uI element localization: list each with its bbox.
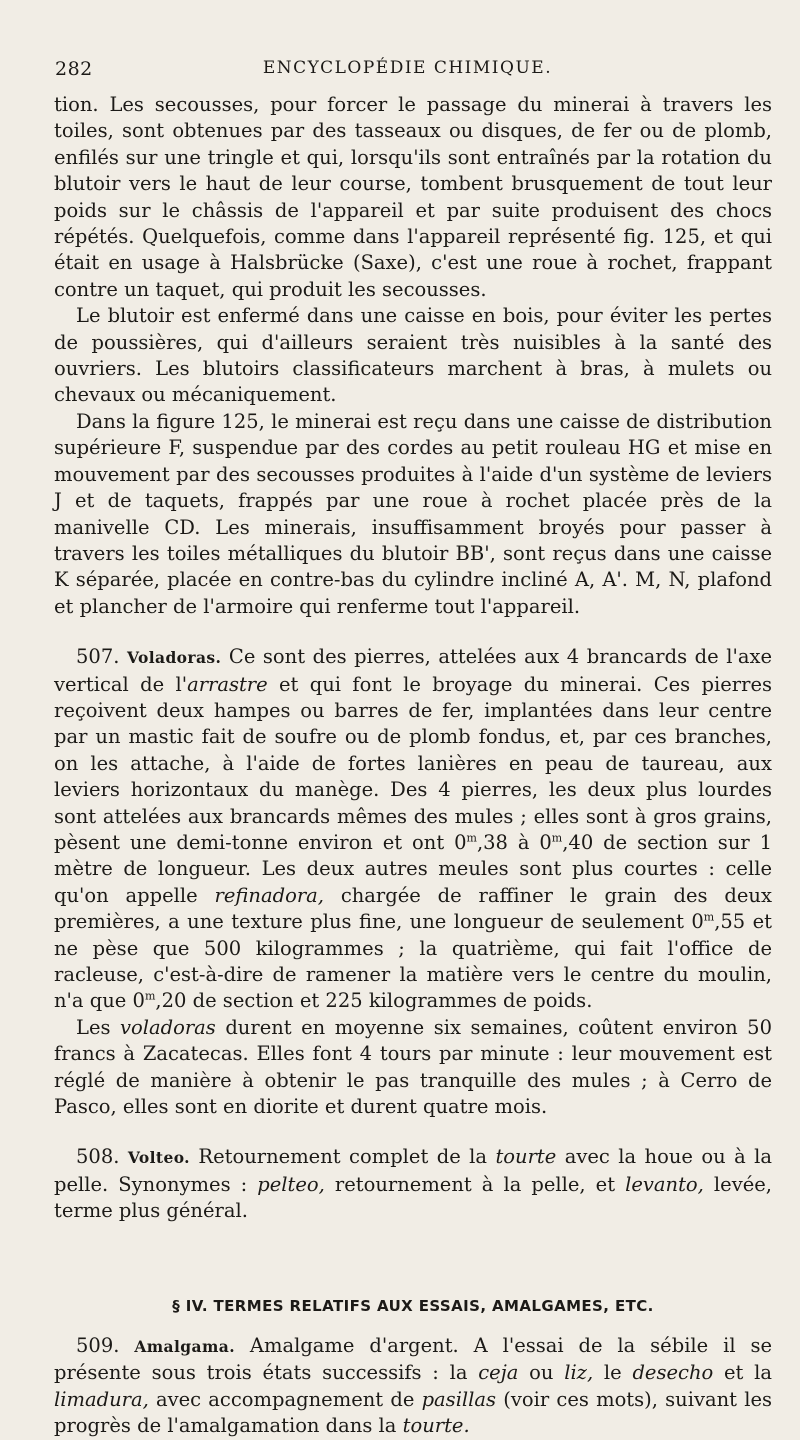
entry-number: 509.: [76, 1334, 120, 1358]
entry-number: 508.: [76, 1145, 120, 1169]
paragraph-figure-125: Dans la figure 125, le minerai est reçu dans une caisse de distribution supérieure F, suspendue par des cordes au petit rouleau HG et mise en mouvement par des secousses produites à l'aide d'un système de leviers J et de taquets, frappés par une roue à rochet placée près de la manivelle CD. Les minerais, insuffisamment broyés pour passer à travers les toiles métalliques du blutoir BB', sont reçus dans une caisse K séparée, placée en contre-bas du cylindre incliné A, A'. M, N, plafond et plancher de l'armoire qui renferme tout l'appareil.: [54, 409, 772, 618]
entry-term: Voladoras.: [126, 648, 222, 668]
page-body: [54, 92, 772, 1440]
paragraph-continued: tion. Les secousses, pour forcer le passage du minerai à travers les toiles, sont obtenues par des tasseaux ou disques, de fer ou de plomb, enfilés sur une tringle et qui, lorsqu'ils sont entraînés par la rotation du blutoir vers le haut de leur course, tombent brusquement de tout leur poids sur le châssis de l'appareil et par suite produisent des chocs répétés. Quelquefois, comme dans l'appareil représenté fig. 125, et qui était en usage à Halsbrücke (Saxe), c'est une roue à rochet, frappant contre un taquet, qui produit les secousses.: [54, 93, 772, 301]
entry-term: Volteo.: [127, 1148, 190, 1168]
entry-507-continued: Les voladoras durent en moyenne six semaines, coûtent environ 50 francs à Zacatecas. Elles font 4 tours par minute : leur mouvement est réglé de manière à obtenir le pas tranquille des mules ; à Cerro de Pasco, elles sont en diorite et durent quatre mois.: [54, 1015, 772, 1119]
paragraph-blutoir-caisse: Le blutoir est enfermé dans une caisse en bois, pour éviter les pertes de poussières, qui d'ailleurs seraient très nuisibles à la santé des ouvriers. Les blutoirs classificateurs marchent à bras, à mulets ou chevaux ou mécaniquement.: [54, 304, 772, 407]
entry-term: Amalgama.: [134, 1337, 235, 1357]
entry-508: 508. Volteo. Retournement complet de la tourte avec la houe ou à la pelle. Synonymes : pelteo, retournement à la pelle, et levanto, levée, terme plus général.: [54, 1145, 773, 1223]
entry-507: 507. Voladoras. Ce sont des pierres, attelées aux 4 brancards de l'axe vertical de l'arrastre et qui font le broyage du minerai. Ces pierres reçoivent deux hampes ou barres de fer, implantées dans leur centre par un mastic fait de soufre ou de plomb fondus, et, par ces branches, on les attache, à l'aide de fortes lanières en peau de taureau, aux leviers horizontaux du manège. Des 4 pierres, les deux plus lourdes sont attelées aux brancards mêmes des mules ; elles sont à gros grains, pèsent une demi-tonne environ et ont 0$^m$,38 à 0$^m$,40 de section sur 1 mètre de longueur. Les deux autres meules sont plus courtes : celle qu'on appelle refinadora, chargée de raffiner le grain des deux premières, a une texture plus fine, une longueur de seulement 0$^m$,55 et ne pèse que 500 kilogrammes ; la quatrième, qui fait l'office de racleuse, c'est-à-dire de ramener la matière vers le centre du moulin, n'a que 0$^m$,20 de section et 225 kilogrammes de poids.: [54, 645, 773, 1013]
page-header: [55, 58, 760, 84]
section-heading: § IV. TERMES RELATIFS AUX ESSAIS, AMALGAMES, ETC.: [172, 1296, 654, 1315]
running-title: ENCYCLOPÉDIE CHIMIQUE.: [262, 58, 553, 78]
entry-509: 509. Amalgama. Amalgame d'argent. A l'essai de la sébile il se présente sous trois états successifs : la ceja ou liz, le desecho et la limadura, avec accompagnement de pasillas (voir ces mots), suivant les progrès de l'amalgamation dans la tourte.: [54, 1334, 773, 1438]
page-number: 282: [55, 58, 93, 80]
entry-number: 507.: [76, 645, 120, 669]
